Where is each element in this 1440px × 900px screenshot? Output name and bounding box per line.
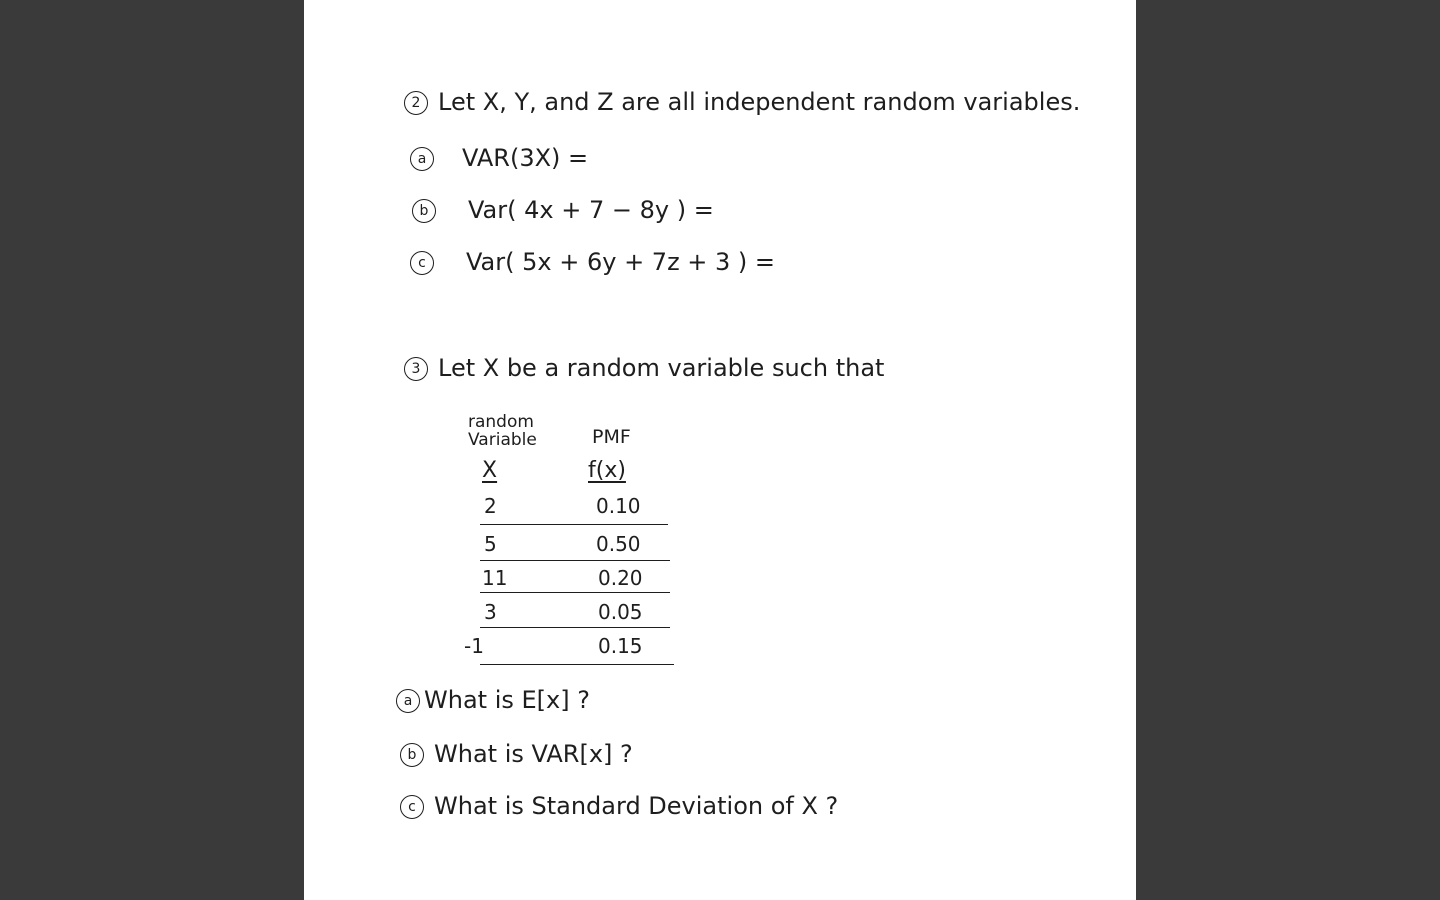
part-letter-badge: c: [410, 251, 434, 275]
table-row-p: 0.20: [598, 566, 643, 590]
table-divider: [480, 524, 668, 525]
table-col1-symbol: X: [482, 458, 498, 483]
problem-2-part-c: [410, 250, 775, 275]
part-c-expression: Var( 5x + 6y + 7z + 3 ) =: [466, 248, 776, 276]
table-row-p: 0.10: [596, 494, 641, 518]
table-row-p: 0.15: [598, 634, 643, 658]
table-row-x: 3: [484, 600, 497, 624]
col1-header-line1: random: [468, 412, 534, 432]
table-row-p: 0.05: [598, 600, 643, 624]
table-row-x: 11: [482, 566, 508, 590]
question-letter-badge: c: [400, 795, 424, 819]
table-divider: [480, 560, 670, 561]
problem-2-part-b: [412, 198, 714, 223]
question-letter-badge: a: [396, 689, 420, 713]
part-a-expression: VAR(3X) =: [462, 144, 589, 172]
part-b-expression: Var( 4x + 7 − 8y ) =: [468, 196, 714, 224]
question-a: [396, 688, 590, 713]
problem-3-statement: [404, 356, 884, 381]
problem-number-badge: 3: [404, 357, 428, 381]
problem-3-text: Let X be a random variable such that: [438, 354, 885, 382]
document-page: [304, 0, 1136, 900]
problem-2-part-a: [410, 146, 588, 171]
question-a-text: What is E[x] ?: [424, 686, 590, 714]
question-c-text: What is Standard Deviation of X ?: [434, 792, 839, 820]
table-col2-header: PMF: [592, 426, 631, 448]
problem-2-text: Let X, Y, and Z are all independent random variables.: [438, 88, 1081, 116]
part-letter-badge: b: [412, 199, 436, 223]
col1-header-line2: Variable: [468, 429, 537, 450]
question-c: [400, 794, 838, 819]
part-letter-badge: a: [410, 147, 434, 171]
table-row-p: 0.50: [596, 532, 641, 556]
table-col2-symbol: f(x): [588, 458, 626, 483]
problem-2-statement: [404, 90, 1080, 115]
table-divider: [480, 592, 670, 593]
table-divider: [480, 664, 674, 665]
table-row-x: 5: [484, 532, 497, 556]
table-divider: [480, 627, 670, 628]
question-letter-badge: b: [400, 743, 424, 767]
table-col1-header: [468, 414, 537, 450]
question-b-text: What is VAR[x] ?: [434, 740, 633, 768]
table-row-x: -1: [464, 634, 484, 658]
table-row-x: 2: [484, 494, 497, 518]
question-b: [400, 742, 633, 767]
problem-number-badge: 2: [404, 91, 428, 115]
